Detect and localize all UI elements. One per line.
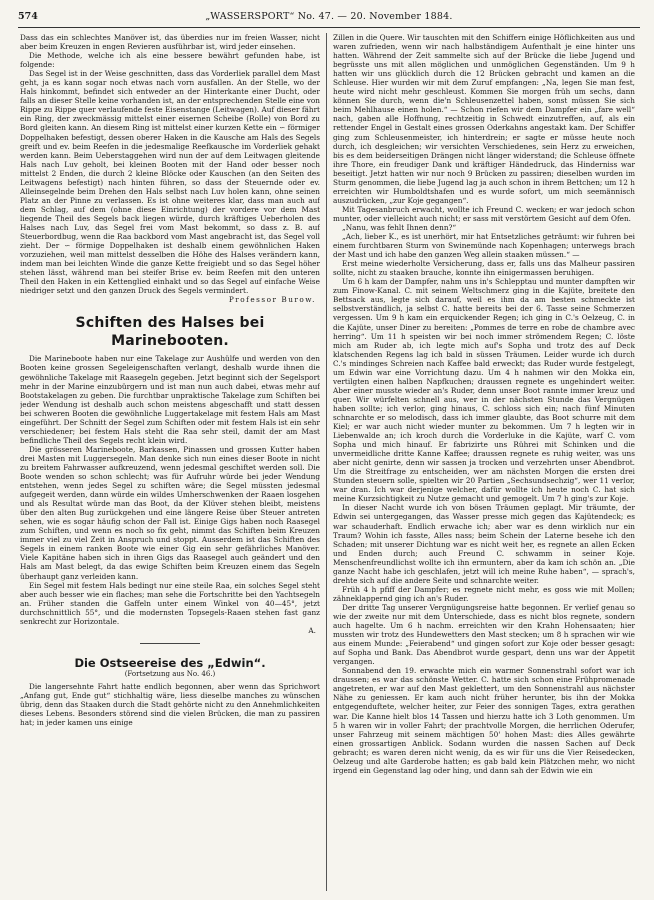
- paragraph: Mit Tagesanbruch erwacht, wollte ich Freund C. wecken; er war jedoch schon munter, oder vielleicht auch nicht; er sass mit verstörtem Gesicht auf dem Ofen.: [333, 204, 635, 223]
- column-divider: [326, 33, 327, 891]
- paragraph: Dass das ein schlechtes Manöver ist, das überdies nur im freien Wasser, nicht aber beim Kreuzen in engen Revieren ausführbar ist, wird jeder einsehen.: [20, 33, 320, 52]
- paragraph: Die grösseren Marineboote, Barkassen, Pinassen und grossen Kutter haben drei Masten mit Luggersegeln. Man denke sich nun eines dieser Boote in nicht zu breitem Fahrwasser aufkreuzend, wenn jedesmal geschiftet werden soll. Die Boote wenden so schon schlecht; was für Aufruhr würde bei jeder Wendung entstehen, wenn jedes Segel zu schiften wäre; die Segel müssten jedesmal aufgegeit werden, dann würde ein wildes Umherschwenken der Raaen losgehen und als Resultat würde man das Boot, da der Klüver stehen bleibt, meistens über den alten Bug zurückgehen und eine längere Reise über Steuer antreten sehen, wie es sogar häufig schon der Fall ist. Einige Gigs haben noch Raasegel zum Schiften, und wenn es noch so fix geht, nimmt das Schiften beim Kreuzen immer viel zu viel Zeit in Anspruch und stoppt. Ausserdem ist das Schiften des Segels in einem ranken Boote wie einer Gig ein sehr gefährliches Manöver. Viele Kapitäne haben sich in ihren Gigs das Raasegel auch geändert und den Hals am Mast belegt, da das ewige Schiften beim Kreuzen einem das Segeln überhaupt ganz verleiden kann.: [20, 444, 320, 581]
- paragraph: Zillen in die Quere. Wir tauschten mit den Schiffern einige Höflichkeiten aus und waren zufrieden, wenn wir nach halbständigem Aufenthalt je eine hinter uns hatten. Während der Zeit sammelte sich auf der Brücke die liebe Jugend und begrüsste uns mit allen möglichen und unmöglichen Gegenständen. Um 9 h hatten wir uns glücklich durch die 12 Brücken gebracht und kamen an die Schleuse. Hier wurden wir mit dem Zuruf empfangen: „Na, legen Sie man fest, heute wird nicht mehr geschleust. Kommen Sie morgen früh um sechs, dann können Sie durch, wenn die'n Schleusenzettel haben, sonst müssen Sie sich beim Mehlhause einen holen.“ — Schon riefen wir dem Dampfer ein „fare well“ nach, gaben alle Hoffnung, rechtzeitig in Schwedt einzutreffen, auf, als ein rettender Engel in Gestalt eines grossen Oderkahns angestakt kam. Der Schiffer ging zum Schleusenmeister, ich hinterdrein; er sagte er müsse heute noch durch, ich desgleichen; wir versichten Verschiedenes, sein Herz zu erweichen, bis es dem beiderseitigen Drängen nicht länger widerstand; die Schleuse öffnete ihre Thore, ein freudiger Dank und kräftiger Händedruck, das Hinderniss war beseitigt. Jetzt hatten wir nur noch 9 Brücken zu passiren; dieselben wurden im Sturm genommen, die liebe Jugend lag ja auch schon in ihrem Bettchen; um 12 h erreichten wir Humboldtshafen und es wurde sofort, um mich seemännisch auszudrücken, „zur Koje gegangen“.: [333, 33, 635, 205]
- paragraph: Die Methode, welche ich als eine bessere bewährt gefunden habe, ist folgende:: [20, 51, 320, 70]
- section-divider: [140, 643, 200, 644]
- paragraph: Sonnabend den 19. erwachte mich ein warmer Sonnenstrahl sofort war ich draussen; es war das schönste Wetter. C. hatte sich schon eine Frühpromenade angetreten, er war auf den Mast geklettert, um den Sonnenstrahl aus nächster Nähe zu geniessen. Er kam auch nicht früher herunter, bis ihn der Mokka entgegenduftete, welcher heiter, zur Feier des sonnigen Tages, extra gerathen war. Die Kanne hielt blos 14 Tassen und hierzu hatte ich 3 Loth genommen. Um 5 h waren wir in voller Fahrt; der prachtvolle Morgen, die herrlichen Oderufer, unser Fahrzeug mit seinem mächtigen 50' hohen Mast: dies Alles gewährte einen grossartigen Anblick. Sodann wurden die nassen Sachen auf Deck gebracht; es waren deren nicht wenig, da es wir für uns die Vier Reisedecken, Oelzeug und alte Garderobe hatten; es gab bald kein Plätzchen mehr, wo nicht irgend ein Gegenstand lag oder hing, und dann sah der Edwin wie ein: [333, 666, 635, 775]
- article-heading: Die Ostseereise des „Edwin“.: [74, 655, 266, 670]
- paragraph: In dieser Nacht wurde ich von bösen Träumen geplagt. Mir träumte, der Edwin sei untergegangen, das Wasser presse mich gegen das Kajütendeck; es war schauderhaft. Endlich erwache ich; aber war es denn wirklich nur ein Traum? Wohin ich fasste, Alles nass; beim Schein der Laterne besehe ich den Schaden; mit unserer Dichtung war es nicht weit her, es regnete an allen Ecken und Enden durch; auch Freund C. schwamm in seiner Koje. Menschenfreundlichst wollte ich ihn ermuntern, aber da kam ich schön an. „Die ganze Nacht habe ich geschlafen, jetzt will ich meine Ruhe haben“, — sprach's, drehte sich auf die andere Seite und schnarchte weiter.: [333, 503, 635, 585]
- page-header: [18, 10, 640, 26]
- left-column: [20, 33, 320, 891]
- paragraph: Erst meine wiederholte Versicherung, dass er, falls uns das Malheur passiren sollte, nicht zu staaken brauche, konnte ihn einigermassen beruhigen.: [333, 259, 635, 278]
- right-column: [333, 33, 635, 891]
- paragraph: „Ach, lieber K., es ist unerhört, mir hat Entsetzliches geträumt: wir fuhren bei einem furchtbaren Sturm von Swinemünde nach Kopenhagen; unterwegs brach der Mast und ich habe den ganzen Weg allein staaken müssen.“ —: [333, 232, 635, 260]
- paragraph: Die langersehnte Fahrt hatte endlich begonnen, aber wenn das Sprichwort „Anfang gut, Ende gut“ stichhaltig wäre, liess dieselbe manches zu wünschen übrig, denn das Staaken durch die Stadt gehörte nicht zu den Annehmlichkeiten dieses Lebens. Besonders störend sind die vielen Brücken, die man zu passiren hat; in jeder kamen uns einige: [20, 681, 320, 728]
- paragraph: Das Segel ist in der Weise geschnitten, dass das Vorderliek parallel dem Mast geht, ja es kann sogar noch etwas nach vorn ausfallen. An der Stelle, wo der Hals hinkommt, befindet sich entweder an der Hinterkante einer Ducht, oder falls an dieser Stelle keine vorhanden ist, an der entsprechenden Stelle eine von Rippe zu Rippe quer verlaufende feste Eisenstange (Leitwagen). Auf dieser fährt ein Ring, der zweckmässig mittelst einer eisernen Scheibe (Rolle) von Bord zu Bord gleiten kann. An diesem Ring ist mittelst einer kurzen Kette ein ∽ förmiger Doppelhaken befestigt, dessen oberer Haken in die Kausche am Hals des Segels greift und ev. beim Reefen in die jedesmalige Reefkausche im Vorderliek gehakt werden kann. Beim Ueberstaggehen wird nun der auf dem Leitwagen gleitende Hals nach Luv geholt, bei kleinen Booten mit der Hand oder besser noch mittelst 2 Enden, die durch 2 kleine Blöcke oder Kauschen (an den Seiten des Leitwagens befestigt) nach hinten führen, so dass der Steuernde oder ev. Alleinsegelnde beim Drehen den Hals selbst nach Luv holen kann, ohne seinen Platz an der Pinne zu verlassen. Es ist ohne weiteres klar, dass man auch auf dem Schlag, auf dem (ohne diese Einrichtung) der vordere vor dem Mast liegende Theil des Segels back liegen würde, durch kräftiges Ueberholen des Halses nach Luv, das Segel frei vom Mast bekommt, so dass z. B. auf Steuerbordbug, wenn die Raa backbord vom Mast angebracht ist, das Segel voll zieht. Der ∽ förmige Doppelhaken ist deshalb einem gewöhnlichen Haken vorzuziehen, weil man mittelst desselben die Höhe des Halses verändern kann, indem man bei leichten Winde die ganze Kette freigiebt und so das Segel höher stehen lässt, während man bei steifer Brise ev. beim Reefen mit den unteren Theil den Haken in ein Kettenglied einhakt und so das Segel auf einfache Weise niedriger setzt und den ganzen Druck des Segels vermindert.: [20, 69, 320, 296]
- author-signature: Professor Burow.: [228, 295, 316, 305]
- paragraph: „Nanu, was fehlt Ihnen denn?“: [342, 222, 457, 232]
- header-rule: [18, 27, 640, 28]
- paragraph: Um 6 h kam der Dampfer, nahm uns in's Schlepptau und munter dampften wir zum Finow-Kanal. C. mit seinem Weltschmerz ging in die Kajüte, breitete den Bettsack aus, legte sich darauf, weil es ihm da am besten schmeckte ist selbstverständlich, ja selbst C. hatte bereits bei der 6. Tasse seine Schmerzen vergessen. Um 9 h kam ein erquickender Regen; ich ging in C.'s Oelzeug, C. in die Kajüte, unser Diner zu bereiten: „Pommes de terre en robe de chambre avec herring“. Um 11 h speisten wir bei noch immer strömendem Regen; C. löste mich am Ruder ab, ich legte mich auf's Sopha und trotz des auf Deck klatschenden Regens lag ich bald in süssen Träumen. Leider wurde ich durch C.'s mindinges Schreien nach Kaffee bald erweckt; das Ruder wurde festgelegt, um Edwin war eine Vorrichtung dazu. Um 4 h nahmen wir den Mokka ein, vertilgten einen halben Napfkuchen; draussen regnete es ungehindert weiter. Aber einer musste wieder an's Ruder, denn unser Boot rannte immer kreuz und quer. Wir würfelten schnell aus, wer in der nächsten Stunde das Vergnügen haben sollte; ich verlor, ging hinaus, C. schloss sich ein; nach fünf Minuten schnarchte er so melodisch, dass ich immer glaubte, das Boot schurre mit dem Kiel; er war auch nicht wieder munter zu bekommen. Um 7 h legten wir in Liebenwalde an; ich kroch durch die Vorderluke in die Kajüte, warf C. vom Sopha und mich hinauf. Er fabrizirte uns Rührei mit Schinken und die unvermeidliche dritte Kanne Kaffee; draussen regnete es ruhig weiter, was uns aber nicht genirte, denn wir sassen ja trocken und verzehrten unser Abendbrot. Um die Streitfrage zu entscheiden, wer am nächsten Morgen die ersten drei Stunden steuern solle, spielten wir 20 Partien „Sechsundsechzig“, wer 11 verlor, war dran. Ich war derjenige welcher, dafür wollte ich heute noch C. hat sich meine Kurzsichtigkeit zu Nutze gemacht und gemogelt. Um 7 h ging's zur Koje.: [333, 277, 635, 504]
- paragraph: Früh 4 h pfiff der Dampfer; es regnete nicht mehr, es goss wie mit Mollen; zähneklappernd ging ich an's Ruder.: [333, 584, 635, 603]
- paragraph: Die Marineboote haben nur eine Takelage zur Aushülfe und werden von den Booten keine grossen Segeleigenschaften verlangt, deshalb wurde ihnen die gewöhnliche Takelage mit Raasegeln gegeben. Jetzt beginnt sich der Segelsport mehr in der Marine einzubürgern und ist man nun auch dabei, etwas mehr auf Bootstakelagen zu geben. Die furchtbar unpraktische Takelage zum Schiften bei jeder Wendung ist deshalb auch schon meistens abgeschafft und statt dessen bei schweren Booten die gewöhnliche Luggertakelage mit festem Hals am Mast eingeführt. Der Schnitt der Segel zum Schiften oder mit festem Hals ist ein sehr verschiedener; bei festem Hals steht die Raa sehr steil, damit der am Mast befindliche Theil des Segels recht klein wird.: [20, 354, 320, 445]
- article-subheading: (Fortsetzung aus No. 46.): [124, 669, 216, 678]
- author-signature: A.: [308, 625, 316, 635]
- page-number: 574: [18, 11, 38, 22]
- paragraph: Ein Segel mit festem Hals bedingt nur eine steile Raa, ein solches Segel steht aber auch besser wie ein flaches; man sehe die Fortschritte bei den Yachtsegeln an. Früher standen die Gaffeln unter einem Winkel von 40—45°, jetzt durchschnittlich 55°, und die modernsten Topsegels-Raaen stehen fast ganz senkrecht zur Horizontale.: [20, 580, 320, 626]
- running-title: „WASSERSPORT“ No. 47. — 20. November 1884.: [205, 11, 453, 22]
- article-heading: Schiften des Halses bei Marinebooten.: [75, 315, 265, 350]
- paragraph: Der dritte Tag unserer Vergnügungsreise hatte begonnen. Er verlief genau so wie der zweite nur mit dem Unterschiede, dass es nicht blos regnete, sondern auch hagelte. Um 6 h nachm. erreichten wir den Krahn Hohensaaten; hier mussten wir trotz des Hundewetters den Mast stecken; um 8 h sprachen wir wie aus einem Munde: „Feierabend“ und gingen sofort zur Koje oder besser gesagt: auf Sopha und Bank. Das Abendbrot wurde gespart, denn uns war der Appetit vergangen.: [333, 602, 635, 667]
